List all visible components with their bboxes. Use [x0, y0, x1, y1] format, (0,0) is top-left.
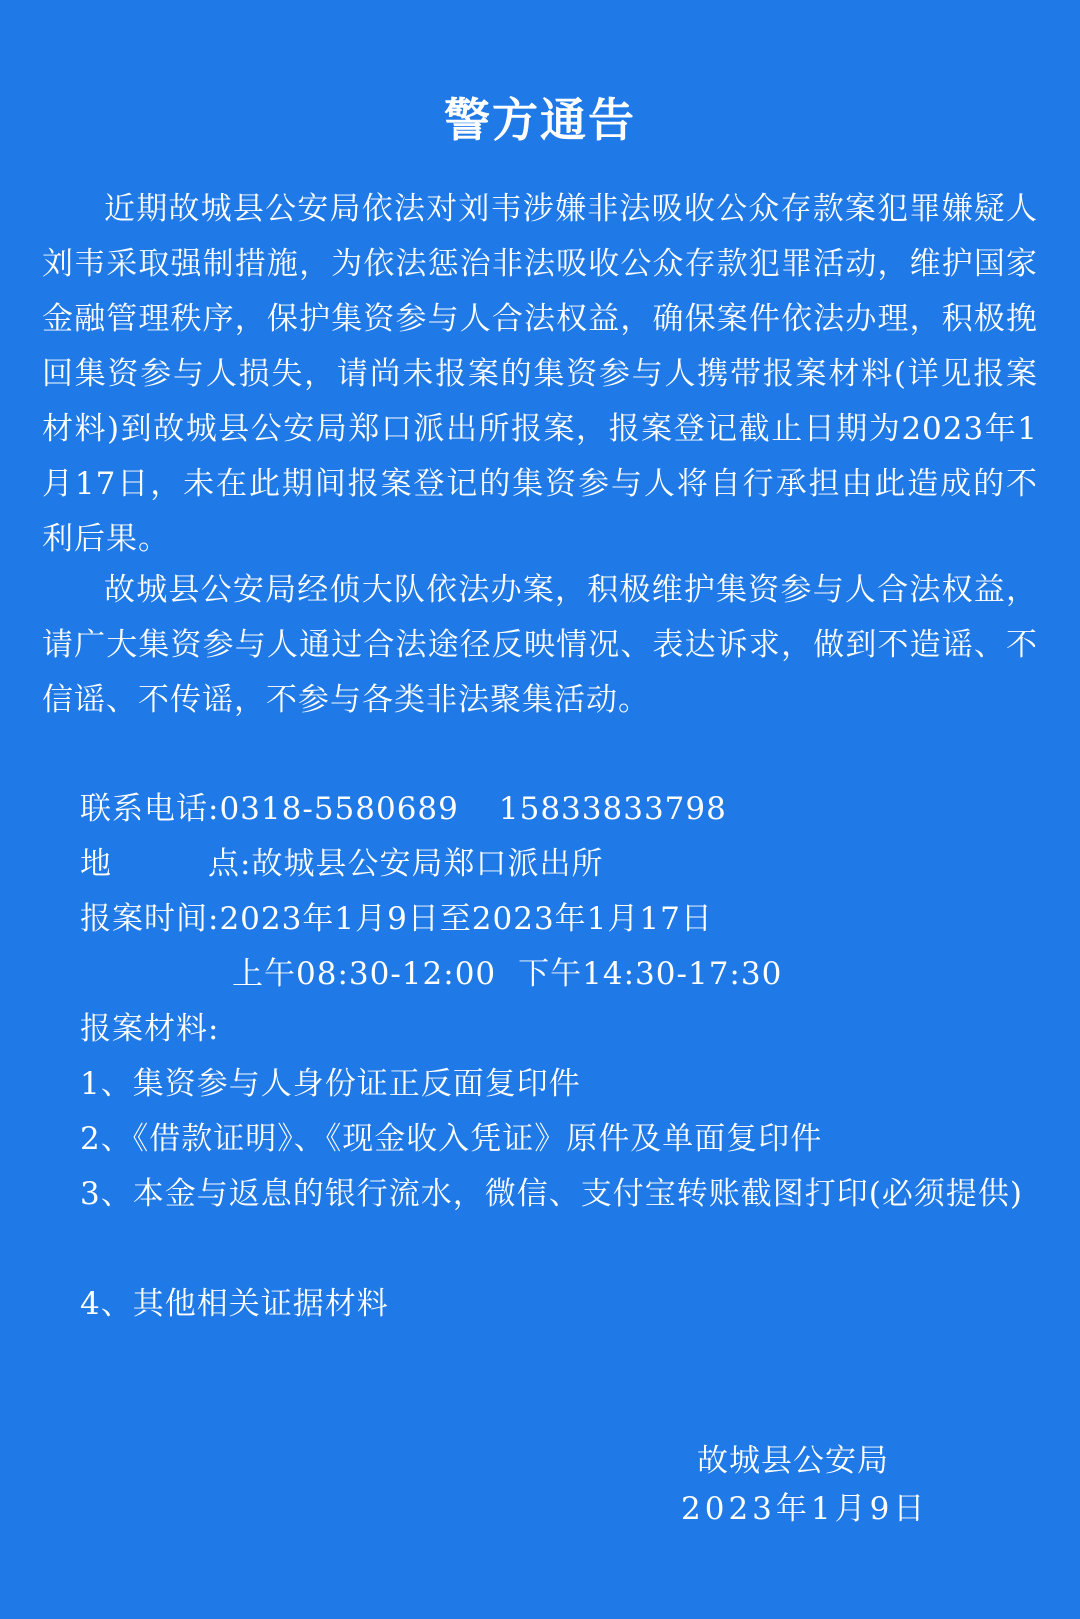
- materials-label: 报案材料:: [80, 1011, 220, 1047]
- hours-row: [80, 947, 1038, 1002]
- notice-paragraph-1: 近期故城县公安局依法对刘韦涉嫌非法吸收公众存款案犯罪嫌疑人刘韦采取强制措施，为依法惩治非法吸收公众存款犯罪活动，维护国家金融管理秩序，保护集资参与人合法权益，确保案件依法办理，积极挽回集资参与人损失，请尚未报案的集资参与人携带报案材料(详见报案材料)到故城县公安局郑口派出所报案，报案登记截止日期为2023年1月17日，未在此期间报案登记的集资参与人将自行承担由此造成的不利后果。: [42, 191, 1038, 557]
- phone-label: 联系电话:: [80, 791, 220, 827]
- place-label-char-1: 地: [80, 846, 112, 882]
- material-item-3: 3、本金与返息的银行流水，微信、支付宝转账截图打印(必须提供): [80, 1176, 1023, 1212]
- material-item-1: 1、集资参与人身份证正反面复印件: [80, 1066, 581, 1102]
- place-value: 故城县公安局郑口派出所: [251, 846, 604, 882]
- phone-number-1: 0318-5580689: [219, 791, 459, 827]
- material-item-4: 4、其他相关证据材料: [80, 1286, 389, 1322]
- place-row: [80, 837, 1038, 892]
- phone-number-2: 15833833798: [498, 791, 727, 827]
- place-colon: :: [240, 846, 252, 882]
- notice-paragraph-2: 故城县公安局经侦大队依法办案，积极维护集资参与人合法权益，请广大集资参与人通过合法途径反映情况、表达诉求，做到不造谣、不信谣、不传谣，不参与各类非法聚集活动。: [42, 572, 1038, 718]
- notice-title: 警方通告: [444, 93, 636, 147]
- material-item-2: 2、《借款证明》、《现金收入凭证》原件及单面复印件: [80, 1121, 823, 1157]
- place-label-char-2: 点: [208, 846, 240, 882]
- signature-date: 2023年1月9日: [681, 1491, 929, 1527]
- place-label: [80, 837, 240, 892]
- signature-organization: 故城县公安局: [697, 1443, 889, 1479]
- hours-afternoon: 下午14:30-17:30: [518, 956, 783, 992]
- time-row: [80, 892, 1038, 947]
- hours-morning: 上午08:30-12:00: [232, 956, 497, 992]
- time-label: 报案时间:: [80, 901, 220, 937]
- time-value: 2023年1月9日至2023年1月17日: [219, 901, 713, 937]
- contact-info: [80, 782, 1038, 1057]
- phone-row: [80, 782, 1038, 837]
